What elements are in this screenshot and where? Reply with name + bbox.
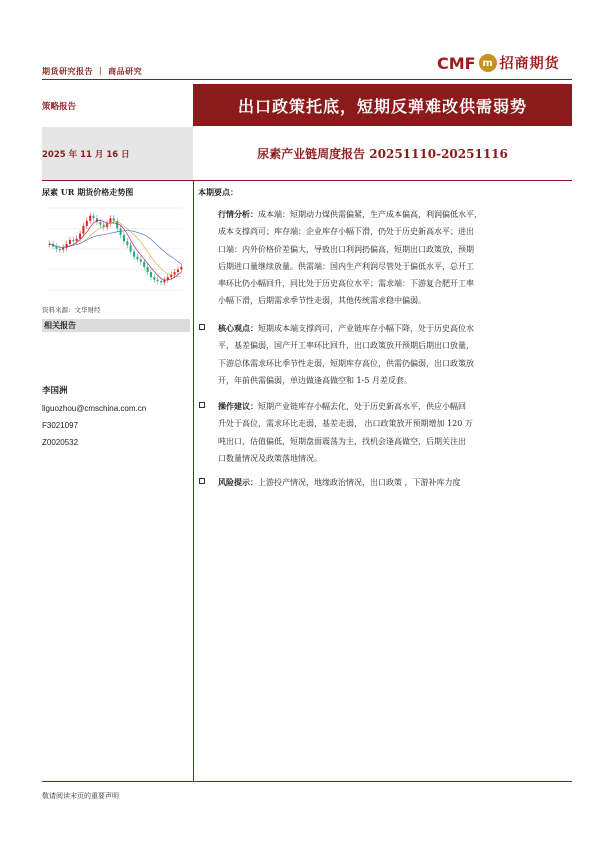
paragraph-market-analysis: 行情分析：成本端：短期动力煤供需偏紧，生产成本偏高，利润偏低水平， 成本支撑尚可；库存端：企业库存小幅下滑，仍处于历史新高水平；进出 口端：内外价格价差偏大，导致出口利润扔偏高，短期出口政策放，预期 后期进口量继续放量。供需端：国内生产利润尽管处于偏低水平，总开工 率环比仍小幅回升，同比处于历史高位水平；需求端：下游复合肥开工率 小幅下滑，后期需求季节性走弱，其他传统需求稳中偏弱。 [218, 209, 482, 306]
candle-body [120, 229, 122, 235]
candle-body [140, 259, 142, 262]
candle-body [62, 248, 64, 250]
candle-body [76, 239, 78, 242]
related-reports-header: 相关报告 [42, 319, 190, 332]
header-category: 期货研究报告 ｜ 商品研究 [42, 66, 143, 76]
candle-body [96, 218, 98, 222]
candle-body [99, 222, 101, 225]
header-divider [42, 79, 572, 80]
paragraph-label: 风险提示： [218, 477, 258, 487]
candle-body [72, 240, 74, 241]
candle-body [79, 234, 81, 239]
logo-mark-icon: m [479, 54, 497, 72]
column-divider [193, 181, 194, 781]
paragraph-core-view: 核心观点：短期成本端支撑尚可，产业链库存小幅下降，处于历史高位水 平，基差偏弱，国产开工率环比回升，出口政策放开预期后期出口放量， 下游总体需求环比季节性走弱，短期库存高位，供需仍偏弱，出口政策放 开，年前供需偏弱，单边做逢高做空和 1-5 月差反套。 [200, 320, 572, 389]
paragraph-label: 行情分析： [218, 209, 258, 219]
footer-disclaimer: 敬请阅读末页的重要声明 [42, 792, 119, 800]
report-date: 2025 年 11 月 16 日 [42, 150, 130, 160]
report-title: 出口政策托底，短期反弹难改供需弱势 [193, 84, 572, 126]
title-divider [42, 180, 572, 181]
author-email[interactable]: liguozhou@cmschina.com.cn [42, 404, 147, 413]
candle-body [136, 257, 138, 260]
report-subtitle: 尿素产业链周度报告 20251110-20251116 [257, 147, 508, 161]
candle-body [93, 216, 95, 219]
ma-line-long [50, 231, 182, 264]
checkbox-bullet-icon [199, 478, 205, 484]
candle-body [59, 249, 61, 250]
price-chart [42, 198, 189, 298]
candle-body [177, 270, 179, 273]
section-title: 本期要点： [198, 187, 238, 197]
footer-divider [42, 781, 572, 782]
ma-line-short [50, 220, 182, 280]
logo-chinese: 招商期货 [499, 56, 560, 72]
candle-body [123, 235, 125, 241]
checkbox-bullet-icon [199, 324, 205, 330]
candle-body [147, 267, 149, 272]
chart-title: 尿素 UR 期货价格走势图 [42, 187, 134, 197]
candle-body [133, 252, 135, 257]
chart-source: 资料来源：文华财经 [42, 306, 101, 314]
candle-body [160, 281, 162, 282]
checkbox-bullet-icon [199, 402, 205, 408]
author-cert-f: F3021097 [42, 421, 79, 430]
report-type-label: 策略报告 [42, 102, 77, 112]
author-cert-z: Z0020532 [42, 438, 79, 447]
company-logo [437, 52, 560, 74]
candle-body [153, 277, 155, 280]
paragraph-operation-advice: 操作建议：短期产业链库存小幅去化，处于历史新高水平，供应小幅回 升处于高位，需求环比走弱，基差走弱， 出口政策放开预期增加 120 万 吨出口，估值偏低，短期盘面震荡为主，找机会逢高做空，后期关注出 口数量情况及政策落地情况。 [200, 398, 572, 467]
candle-body [174, 272, 176, 275]
candle-body [150, 272, 152, 277]
candle-body [130, 245, 132, 251]
candle-body [86, 221, 88, 226]
candle-body [82, 226, 84, 234]
candle-body [180, 267, 182, 270]
paragraph-risk-warning: 风险提示：上游投产情况，地缘政治情况，出口政策 ，下游补库力度 [200, 474, 572, 491]
candle-body [113, 218, 115, 221]
candle-body [126, 241, 128, 245]
candle-body [157, 280, 159, 281]
logo-latin: CMF [437, 53, 476, 73]
paragraph-label: 操作建议： [218, 401, 258, 411]
author-name: 李国洲 [42, 386, 68, 396]
paragraph-label: 核心观点： [218, 323, 258, 333]
candle-body [143, 262, 145, 267]
candle-body [167, 277, 169, 280]
candle-body [89, 216, 91, 221]
candle-body [69, 240, 71, 244]
